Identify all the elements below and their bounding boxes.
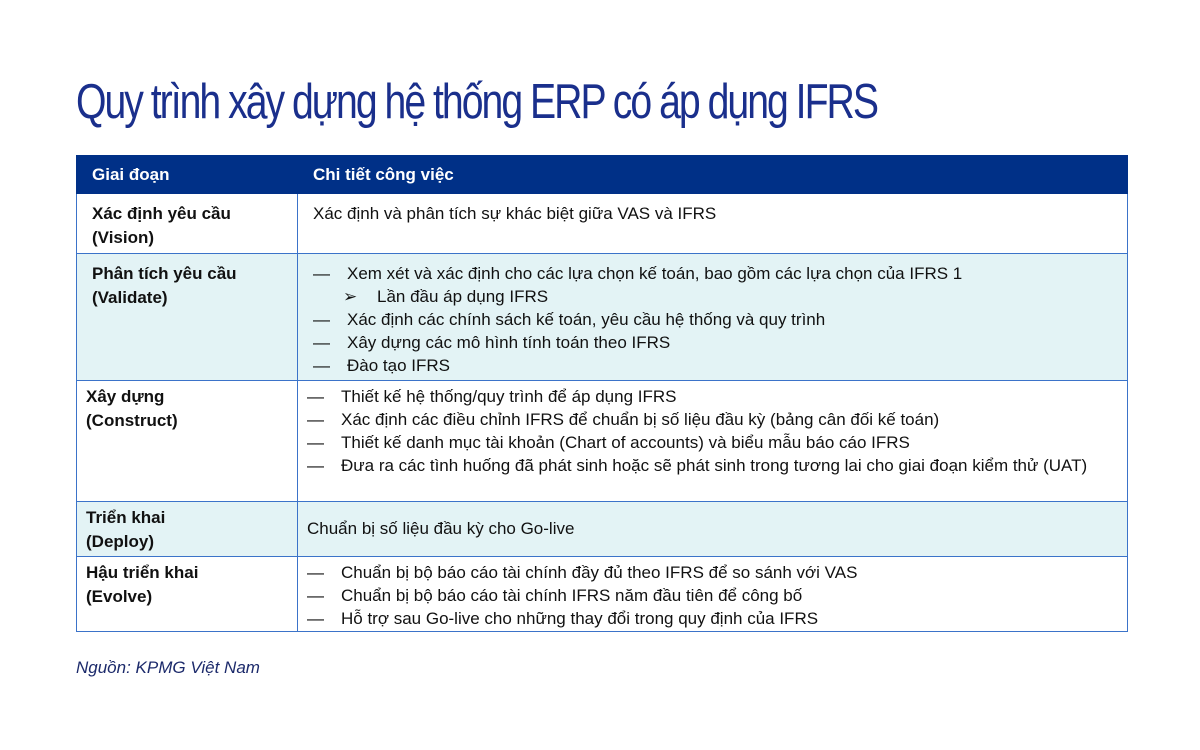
phase-name: Triển khai xyxy=(86,508,166,527)
phase-cell xyxy=(77,254,298,381)
table-row xyxy=(77,194,1128,254)
list-item: — Xác định các điều chỉnh IFRS để chuẩn bị số liệu đầu kỳ (bảng cân đối kế toán) xyxy=(307,410,940,429)
detail-cell xyxy=(298,194,1128,254)
header-details: Chi tiết công việc xyxy=(298,156,1128,194)
detail-text: Chuẩn bị số liệu đầu kỳ cho Go-live xyxy=(307,519,575,538)
table-row xyxy=(77,557,1128,632)
phase-name-en: (Construct) xyxy=(86,411,178,430)
dash-marker: — xyxy=(307,586,324,605)
detail-list xyxy=(307,561,1117,630)
dash-marker: — xyxy=(313,356,330,375)
list-item: — Xem xét và xác định cho các lựa chọn kế toán, bao gồm các lựa chọn của IFRS 1 xyxy=(313,264,963,283)
dash-marker: — xyxy=(307,609,324,628)
phase-name-en: (Evolve) xyxy=(86,587,153,606)
dash-marker: — xyxy=(307,456,324,475)
list-item: — Chuẩn bị bộ báo cáo tài chính IFRS năm đầu tiên để công bố xyxy=(307,586,803,605)
detail-cell xyxy=(298,502,1128,557)
header-phase: Giai đoạn xyxy=(77,156,298,194)
list-item: ➢ Lần đầu áp dụng IFRS xyxy=(343,287,549,306)
dash-marker: — xyxy=(313,310,330,329)
source-note: Nguồn: KPMG Việt Nam xyxy=(76,658,260,677)
dash-marker: — xyxy=(307,563,324,582)
detail-cell xyxy=(298,254,1128,381)
table-row xyxy=(77,254,1128,381)
list-item: — Hỗ trợ sau Go-live cho những thay đổi trong quy định của IFRS xyxy=(307,609,819,628)
list-item: — Thiết kế hệ thống/quy trình để áp dụng IFRS xyxy=(307,387,677,406)
process-table xyxy=(76,155,1128,632)
phase-cell xyxy=(77,194,298,254)
list-item: — Xác định các chính sách kế toán, yêu cầu hệ thống và quy trình xyxy=(313,310,826,329)
phase-name: Hậu triển khai xyxy=(86,563,199,582)
list-item: — Đào tạo IFRS xyxy=(313,356,450,375)
list-item: — Thiết kế danh mục tài khoản (Chart of accounts) và biểu mẫu báo cáo IFRS xyxy=(307,433,910,452)
table-row xyxy=(77,381,1128,502)
list-item: — Chuẩn bị bộ báo cáo tài chính đầy đủ theo IFRS để so sánh với VAS xyxy=(307,563,858,582)
arrow-marker-icon: ➢ xyxy=(343,287,358,306)
detail-list xyxy=(313,262,1117,377)
table-row xyxy=(77,502,1128,557)
phase-name: Phân tích yêu cầu xyxy=(92,264,237,283)
phase-name: Xác định yêu cầu xyxy=(92,204,231,223)
detail-text: Xác định và phân tích sự khác biệt giữa VAS và IFRS xyxy=(313,204,717,223)
detail-cell xyxy=(298,381,1128,502)
list-item: — Đưa ra các tình huống đã phát sinh hoặc sẽ phát sinh trong tương lai cho giai đoạn kiểm thử (UAT) xyxy=(307,456,1088,475)
detail-list xyxy=(307,385,1117,477)
dash-marker: — xyxy=(313,264,330,283)
dash-marker: — xyxy=(307,387,324,406)
dash-marker: — xyxy=(307,433,324,452)
detail-cell xyxy=(298,557,1128,632)
phase-name-en: (Validate) xyxy=(92,288,168,307)
dash-marker: — xyxy=(313,333,330,352)
phase-name: Xây dựng xyxy=(86,387,165,406)
table-header-row xyxy=(77,156,1128,194)
phase-cell xyxy=(77,502,298,557)
phase-name-en: (Deploy) xyxy=(86,532,154,551)
phase-cell xyxy=(77,557,298,632)
phase-cell xyxy=(77,381,298,502)
page-title: Quy trình xây dựng hệ thống ERP có áp dụng IFRS xyxy=(76,75,877,129)
list-item: — Xây dựng các mô hình tính toán theo IFRS xyxy=(313,333,671,352)
dash-marker: — xyxy=(307,410,324,429)
phase-name-en: (Vision) xyxy=(92,228,155,247)
